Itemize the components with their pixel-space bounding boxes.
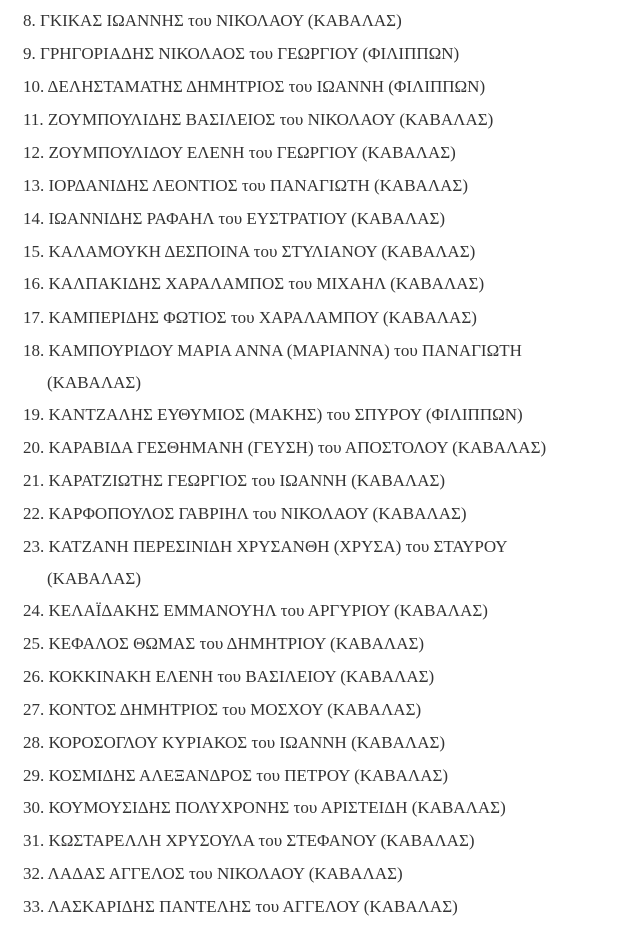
list-item-text: 8. ΓΚΙΚΑΣ ΙΩΑΝΝΗΣ του ΝΙΚΟΛΑΟΥ (ΚΑΒΑΛΑΣ) — [23, 11, 402, 30]
list-item-continuation: (ΚΑΒΑΛΑΣ) — [47, 373, 141, 392]
list-item — [23, 236, 623, 268]
list-item — [23, 792, 623, 824]
list-item-text: 26. ΚΟΚΚΙΝΑΚΗ ΕΛΕΝΗ του ΒΑΣΙΛΕΙΟΥ (ΚΑΒΑΛΑΣ) — [23, 667, 435, 686]
list-item-text: 21. ΚΑΡΑΤΖΙΩΤΗΣ ΓΕΩΡΓΙΟΣ του ΙΩΑΝΝΗ (ΚΑΒΑΛΑΣ) — [23, 471, 446, 490]
list-item — [23, 203, 623, 235]
list-item — [23, 760, 623, 792]
list-item-text: 20. ΚΑΡΑΒΙΔΑ ΓΕΣΘΗΜΑΝΗ (ΓΕΥΣΗ) του ΑΠΟΣΤΟΛΟΥ (ΚΑΒΑΛΑΣ) — [23, 438, 547, 457]
list-item — [23, 71, 623, 103]
list-item-text: 33. ΛΑΣΚΑΡΙΔΗΣ ΠΑΝΤΕΛΗΣ του ΑΓΓΕΛΟΥ (ΚΑΒΑΛΑΣ) — [23, 897, 458, 916]
list-item — [23, 825, 623, 857]
list-item-text: 31. ΚΩΣΤΑΡΕΛΛΗ ΧΡΥΣΟΥΛΑ του ΣΤΕΦΑΝΟΥ (ΚΑΒΑΛΑΣ) — [23, 831, 475, 850]
list-item-continuation: (ΚΑΒΑΛΑΣ) — [47, 569, 141, 588]
list-item — [23, 891, 623, 923]
list-item — [23, 661, 623, 693]
list-item — [23, 595, 623, 627]
list-item — [23, 628, 623, 660]
list-item — [23, 399, 623, 431]
list-item-text: 24. ΚΕΛΑΪΔΑΚΗΣ ΕΜΜΑΝΟΥΗΛ του ΑΡΓΥΡΙΟΥ (ΚΑΒΑΛΑΣ) — [23, 601, 488, 620]
list-item — [23, 104, 623, 136]
list-item-text: 16. ΚΑΛΠΑΚΙΔΗΣ ΧΑΡΑΛΑΜΠΟΣ του ΜΙΧΑΗΛ (ΚΑΒΑΛΑΣ) — [23, 274, 485, 293]
list-item — [23, 531, 623, 595]
list-item — [23, 694, 623, 726]
list-item-text: 13. ΙΟΡΔΑΝΙΔΗΣ ΛΕΟΝΤΙΟΣ του ΠΑΝΑΓΙΩΤΗ (ΚΑΒΑΛΑΣ) — [23, 176, 468, 195]
list-item-text: 18. ΚΑΜΠΟΥΡΙΔΟΥ ΜΑΡΙΑ ΑΝΝΑ (ΜΑΡΙΑΝΝΑ) του ΠΑΝΑΓΙΩΤΗ — [23, 341, 522, 360]
list-item — [23, 170, 623, 202]
list-item — [23, 498, 623, 530]
list-item — [23, 268, 623, 300]
list-item-text: 32. ΛΑΔΑΣ ΑΓΓΕΛΟΣ του ΝΙΚΟΛΑΟΥ (ΚΑΒΑΛΑΣ) — [23, 864, 403, 883]
list-item — [23, 432, 623, 464]
list-item-text: 28. ΚΟΡΟΣΟΓΛΟΥ ΚΥΡΙΑΚΟΣ του ΙΩΑΝΝΗ (ΚΑΒΑΛΑΣ) — [23, 733, 446, 752]
list-item — [23, 858, 623, 890]
list-item — [23, 38, 623, 70]
list-item-text: 19. ΚΑΝΤΖΑΛΗΣ ΕΥΘΥΜΙΟΣ (ΜΑΚΗΣ) του ΣΠΥΡΟΥ (ΦΙΛΙΠΠΩΝ) — [23, 405, 523, 424]
list-item — [23, 302, 623, 334]
list-item-text: 9. ΓΡΗΓΟΡΙΑΔΗΣ ΝΙΚΟΛΑΟΣ του ΓΕΩΡΓΙΟΥ (ΦΙΛΙΠΠΩΝ) — [23, 44, 460, 63]
list-item-text: 30. ΚΟΥΜΟΥΣΙΔΗΣ ΠΟΛΥΧΡΟΝΗΣ του ΑΡΙΣΤΕΙΔΗ (ΚΑΒΑΛΑΣ) — [23, 798, 506, 817]
list-item — [23, 727, 623, 759]
list-item — [23, 137, 623, 169]
list-item-text: 23. ΚΑΤΖΑΝΗ ΠΕΡΕΣΙΝΙΔΗ ΧΡΥΣΑΝΘΗ (ΧΡΥΣΑ) του ΣΤΑΥΡΟΥ — [23, 537, 508, 556]
list-item-text: 10. ΔΕΛΗΣΤΑΜΑΤΗΣ ΔΗΜΗΤΡΙΟΣ του ΙΩΑΝΝΗ (ΦΙΛΙΠΠΩΝ) — [23, 77, 486, 96]
list-item — [23, 465, 623, 497]
list-item-text: 17. ΚΑΜΠΕΡΙΔΗΣ ΦΩΤΙΟΣ του ΧΑΡΑΛΑΜΠΟΥ (ΚΑΒΑΛΑΣ) — [23, 308, 477, 327]
list-item-text: 11. ΖΟΥΜΠΟΥΛΙΔΗΣ ΒΑΣΙΛΕΙΟΣ του ΝΙΚΟΛΑΟΥ (ΚΑΒΑΛΑΣ) — [23, 110, 494, 129]
list-item-text: 25. ΚΕΦΑΛΟΣ ΘΩΜΑΣ του ΔΗΜΗΤΡΙΟΥ (ΚΑΒΑΛΑΣ) — [23, 634, 425, 653]
list-item-text: 14. ΙΩΑΝΝΙΔΗΣ ΡΑΦΑΗΛ του ΕΥΣΤΡΑΤΙΟΥ (ΚΑΒΑΛΑΣ) — [23, 209, 446, 228]
list-item-text: 29. ΚΟΣΜΙΔΗΣ ΑΛΕΞΑΝΔΡΟΣ του ΠΕΤΡΟΥ (ΚΑΒΑΛΑΣ) — [23, 766, 449, 785]
list-item — [23, 335, 623, 399]
list-item-text: 12. ΖΟΥΜΠΟΥΛΙΔΟΥ ΕΛΕΝΗ του ΓΕΩΡΓΙΟΥ (ΚΑΒΑΛΑΣ) — [23, 143, 456, 162]
list-item — [23, 5, 623, 37]
list-item-text: 22. ΚΑΡΦΟΠΟΥΛΟΣ ΓΑΒΡΙΗΛ του ΝΙΚΟΛΑΟΥ (ΚΑΒΑΛΑΣ) — [23, 504, 467, 523]
list-item-text: 27. ΚΟΝΤΟΣ ΔΗΜΗΤΡΙΟΣ του ΜΟΣΧΟΥ (ΚΑΒΑΛΑΣ) — [23, 700, 422, 719]
list-item-text: 15. ΚΑΛΑΜΟΥΚΗ ΔΕΣΠΟΙΝΑ του ΣΤΥΛΙΑΝΟΥ (ΚΑΒΑΛΑΣ) — [23, 242, 476, 261]
